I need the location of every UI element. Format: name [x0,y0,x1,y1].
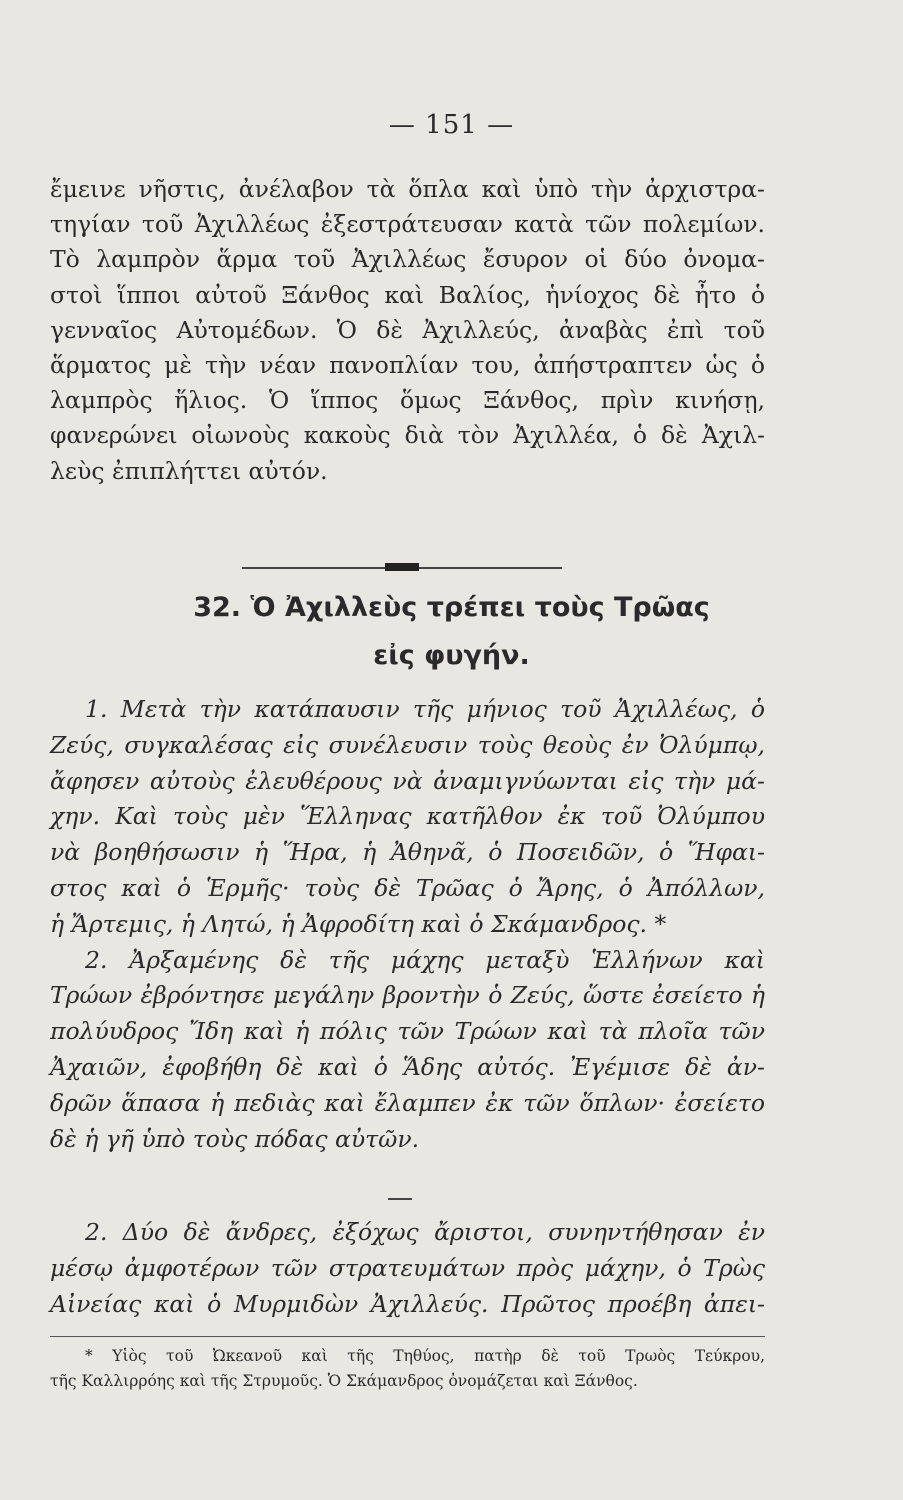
text-line: 1. Μετὰ τὴν κατάπαυσιν τῆς μήνιος τοῦ Ἀχιλλέως, ὁ [85,695,765,723]
paragraph-achilles-armed [50,172,765,489]
text-line: γενναῖος Αὐτομέδων. Ὁ δὲ Ἀχιλλεύς, ἀναβὰς ἐπὶ τοῦ [50,315,765,344]
text-line: φανερώνει οἰωνοὺς κακοὺς διὰ τὸν Ἀχιλλέα, ὁ δὲ Ἀχιλ- [50,421,765,450]
text-line: λαμπρὸς ἥλιος. Ὁ ἵππος ὅμως Ξάνθος, πρὶν κινήσῃ, [50,386,765,415]
paragraph-aeneas-achilles [50,1215,765,1322]
text-line: χην. Καὶ τοὺς μὲν Ἕλληνας κατῆλθον ἐκ τοῦ Ὀλύμπου [50,802,765,831]
text-line: δρῶν ἅπασα ἡ πεδιὰς καὶ ἔλαμπεν ἐκ τῶν ὅπλων· ἐσείετο [50,1088,765,1117]
text-line: 2. Ἀρξαμένης δὲ τῆς μάχης μεταξὺ Ἑλλήνων καὶ [85,945,765,974]
footnote-rule [50,1336,765,1337]
text-line: 2. Δύο δὲ ἄνδρες, ἐξόχως ἄριστοι, συνηντήθησαν ἐν [85,1218,765,1246]
footnote-line: * Υἱὸς τοῦ Ὠκεανοῦ καὶ τῆς Τηθύος, πατὴρ δὲ τοῦ Τρωὸς Τεύκρου, [85,1347,765,1365]
text-line: λεὺς ἐπιπλήττει αὐτόν. [50,456,328,485]
text-line: Τρώων ἐβρόντησε μεγάλην βροντὴν ὁ Ζεύς, ὥστε ἐσείετο ἡ [50,981,765,1010]
text-line: Ζεύς, συγκαλέσας εἰς συνέλευσιν τοὺς θεοὺς ἐν Ὀλύμπῳ, [50,730,765,759]
paragraph-gods-join-battle [50,692,765,1157]
page-number: — 151 — [388,110,515,140]
text-line: δὲ ἡ γῆ ὑπὸ τοὺς πόδας αὐτῶν. [50,1124,420,1153]
text-line: Αἰνείας καὶ ὁ Μυρμιδὼν Ἀχιλλεύς. Πρῶτος προέβη ἀπει- [50,1289,765,1318]
text-line: ἔμεινε νῆστις, ἀνέλαβον τὰ ὅπλα καὶ ὑπὸ τὴν ἀρχιστρα- [50,175,765,203]
text-line: μέσῳ ἀμφοτέρων τῶν στρατευμάτων πρὸς μάχην, ὁ Τρὼς [50,1253,765,1282]
text-line: Ἀχαιῶν, ἐφοβήθη δὲ καὶ ὁ Ἅδης αὐτός. Ἐγέμισε δὲ ἀν- [50,1052,765,1081]
text-line: ἄφησεν αὐτοὺς ἐλευθέρους νὰ ἀναμιγνύωνται εἰς τὴν μά- [50,766,765,795]
footnote-line: τῆς Καλλιρρόης καὶ τῆς Στρυμοῦς. Ὁ Σκάμανδρος ὀνομάζεται καὶ Ξάνθος. [50,1372,638,1390]
paragraph-separator [388,1198,412,1200]
text-line: Τὸ λαμπρὸν ἅρμα τοῦ Ἀχιλλέως ἔσυρον οἱ δύο ὀνομα- [50,245,765,274]
section-heading-continuation: εἰς φυγήν. [373,640,530,671]
text-line: στος καὶ ὁ Ἑρμῆς· τοὺς δὲ Τρῶας ὁ Ἄρης, ὁ Ἀπόλλων, [50,873,765,902]
text-line: ἅρματος μὲ τὴν νέαν πανοπλίαν του, ἀπήστραπτεν ὡς ὁ [50,351,765,380]
text-line: τηγίαν τοῦ Ἀχιλλέως ἐξεστράτευσαν κατὰ τῶν πολεμίων. [50,210,765,239]
text-line: νὰ βοηθήσωσιν ἡ Ἥρα, ἡ Ἀθηνᾶ, ὁ Ποσειδῶν, ὁ Ἥφαι- [50,838,765,867]
text-line: ἡ Ἄρτεμις, ἡ Λητώ, ἡ Ἀφροδίτη καὶ ὁ Σκάμανδρος. * [50,909,667,938]
section-divider-ornament [385,563,419,571]
text-line: στοὶ ἵπποι αὐτοῦ Ξάνθος καὶ Βαλίος, ἡνίοχος δὲ ἦτο ὁ [50,280,765,309]
text-line: πολύυδρος Ἴδη καὶ ἡ πόλις τῶν Τρώων καὶ τὰ πλοῖα τῶν [50,1017,765,1046]
section-heading: 32. Ὁ Ἀχιλλεὺς τρέπει τοὺς Τρῶας [193,592,710,623]
footnote [50,1344,765,1394]
